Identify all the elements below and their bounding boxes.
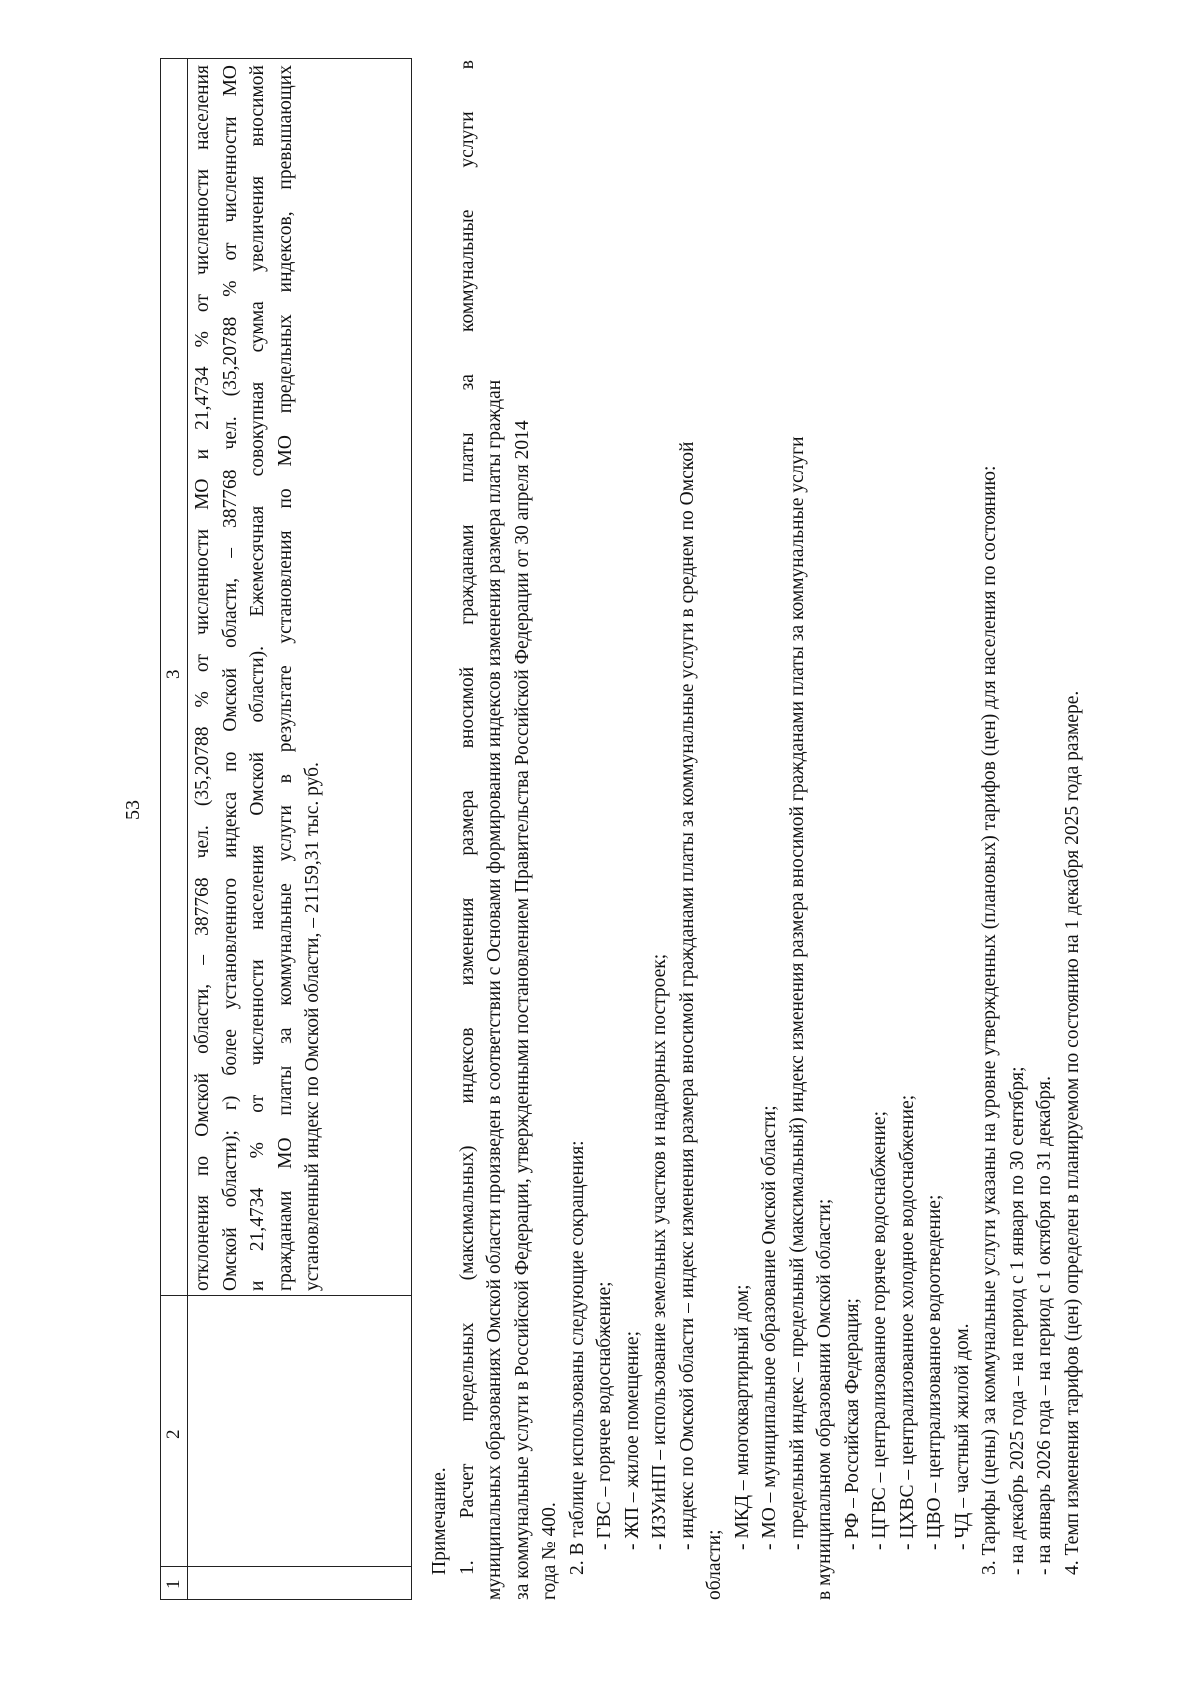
column-header-3: 3 (163, 669, 184, 679)
note-4: 4. Темп изменения тарифов (цен) определен в планируемом по состоянию на 1 декабря 2025 года размере. (1061, 690, 1083, 1575)
abbreviation-item: - ЦХВС – централизованное холодное водоснабжение; (896, 1094, 918, 1550)
abbreviation-item: - РФ – Российская Федерация; (841, 1298, 863, 1550)
note-1-line: 1. Расчет предельных (максимальных) индексов изменения размера вносимой гражданами платы за коммунальные услуги в (456, 60, 478, 1575)
abbreviation-item: - МО – муниципальное образование Омской области; (759, 1105, 780, 1550)
column-divider (161, 1295, 411, 1296)
text-line: Омской области); г) более установленного индекса по Омской области, – 387768 чел. (35,20788 % от численности МО (219, 65, 241, 1291)
abbreviation-item: - предельный индекс – предельный (максимальный) индекс изменения размера вносимой гражданами платы за коммунальные услуги (786, 436, 808, 1550)
rotated-page (40, 40, 1170, 1600)
text-line: установленный индекс по Омской области, – 21159,31 тыс. руб. (302, 762, 323, 1291)
abbreviation-item: - ЦГВС – централизованное горячее водоснабжение; (869, 1111, 890, 1550)
notes-section (426, 60, 1086, 1600)
header-divider (187, 59, 188, 1599)
abbreviation-item: - ГВС – горячее водоснабжение; (594, 1281, 615, 1550)
note-1-line: за коммунальные услуги в Российской Федерации, утвержденными постановлением Правительства Российской Федерации от 30 апреля 2014 (511, 420, 533, 1600)
abbreviation-item: - индекс по Омской области – индекс изменения размера вносимой гражданами платы за коммунальные услуги в среднем по Омской (676, 441, 698, 1550)
abbreviation-item: - ЖП – жилое помещение; (621, 1330, 643, 1550)
text-line: и 21,4734 % от численности населения Омской области). Ежемесячная совокупная сумма увеличения вносимой (247, 65, 268, 1291)
text-line: отклонения по Омской области, – 387768 чел. (35,20788 % от численности МО и 21,4734 % от численности населения (192, 65, 213, 1291)
abbreviation-item: - ЧД – частный жилой дом. (951, 1323, 973, 1550)
column-header-1: 1 (163, 1579, 184, 1589)
abbreviation-item: в муниципальном образовании Омской области; (814, 1198, 835, 1600)
abbreviation-item: - МКД – многоквартирный дом; (731, 1284, 753, 1550)
table-cell-text (189, 65, 327, 1291)
note-1-line: года № 400. (539, 1502, 560, 1600)
note-3-item: - на январь 2026 года – на период с 1 октября по 31 декабря. (1034, 1076, 1055, 1575)
column-header-2: 2 (163, 1429, 184, 1439)
notes-title: Примечание. (429, 1467, 450, 1575)
note-1-line: муниципальных образованиях Омской области произведен в соответствии с Основами формирования индексов изменения размера платы граждан (484, 379, 505, 1600)
note-3-item: - на декабрь 2025 года – на период с 1 января по 30 сентября; (1006, 1066, 1028, 1575)
page-number: 53 (122, 800, 144, 820)
text-line: гражданами МО платы за коммунальные услуги в результате установления по МО предельных индексов, превышающих (274, 65, 296, 1291)
note-3: 3. Тарифы (цены) за коммунальные услуги указаны на уровне утвержденных (плановых) тарифов (цен) для населения по состоянию: (979, 465, 1000, 1575)
note-2-intro: 2. В таблице использованы следующие сокращения: (566, 1140, 588, 1575)
abbreviation-item: области; (704, 1529, 725, 1600)
column-divider (161, 1566, 411, 1567)
abbreviation-item: - ИЗУиНП – использование земельных участков и надворных построек; (649, 953, 670, 1550)
continuation-table (160, 58, 412, 1600)
abbreviation-item: - ЦВО – централизованное водоотведение; (924, 1194, 945, 1550)
